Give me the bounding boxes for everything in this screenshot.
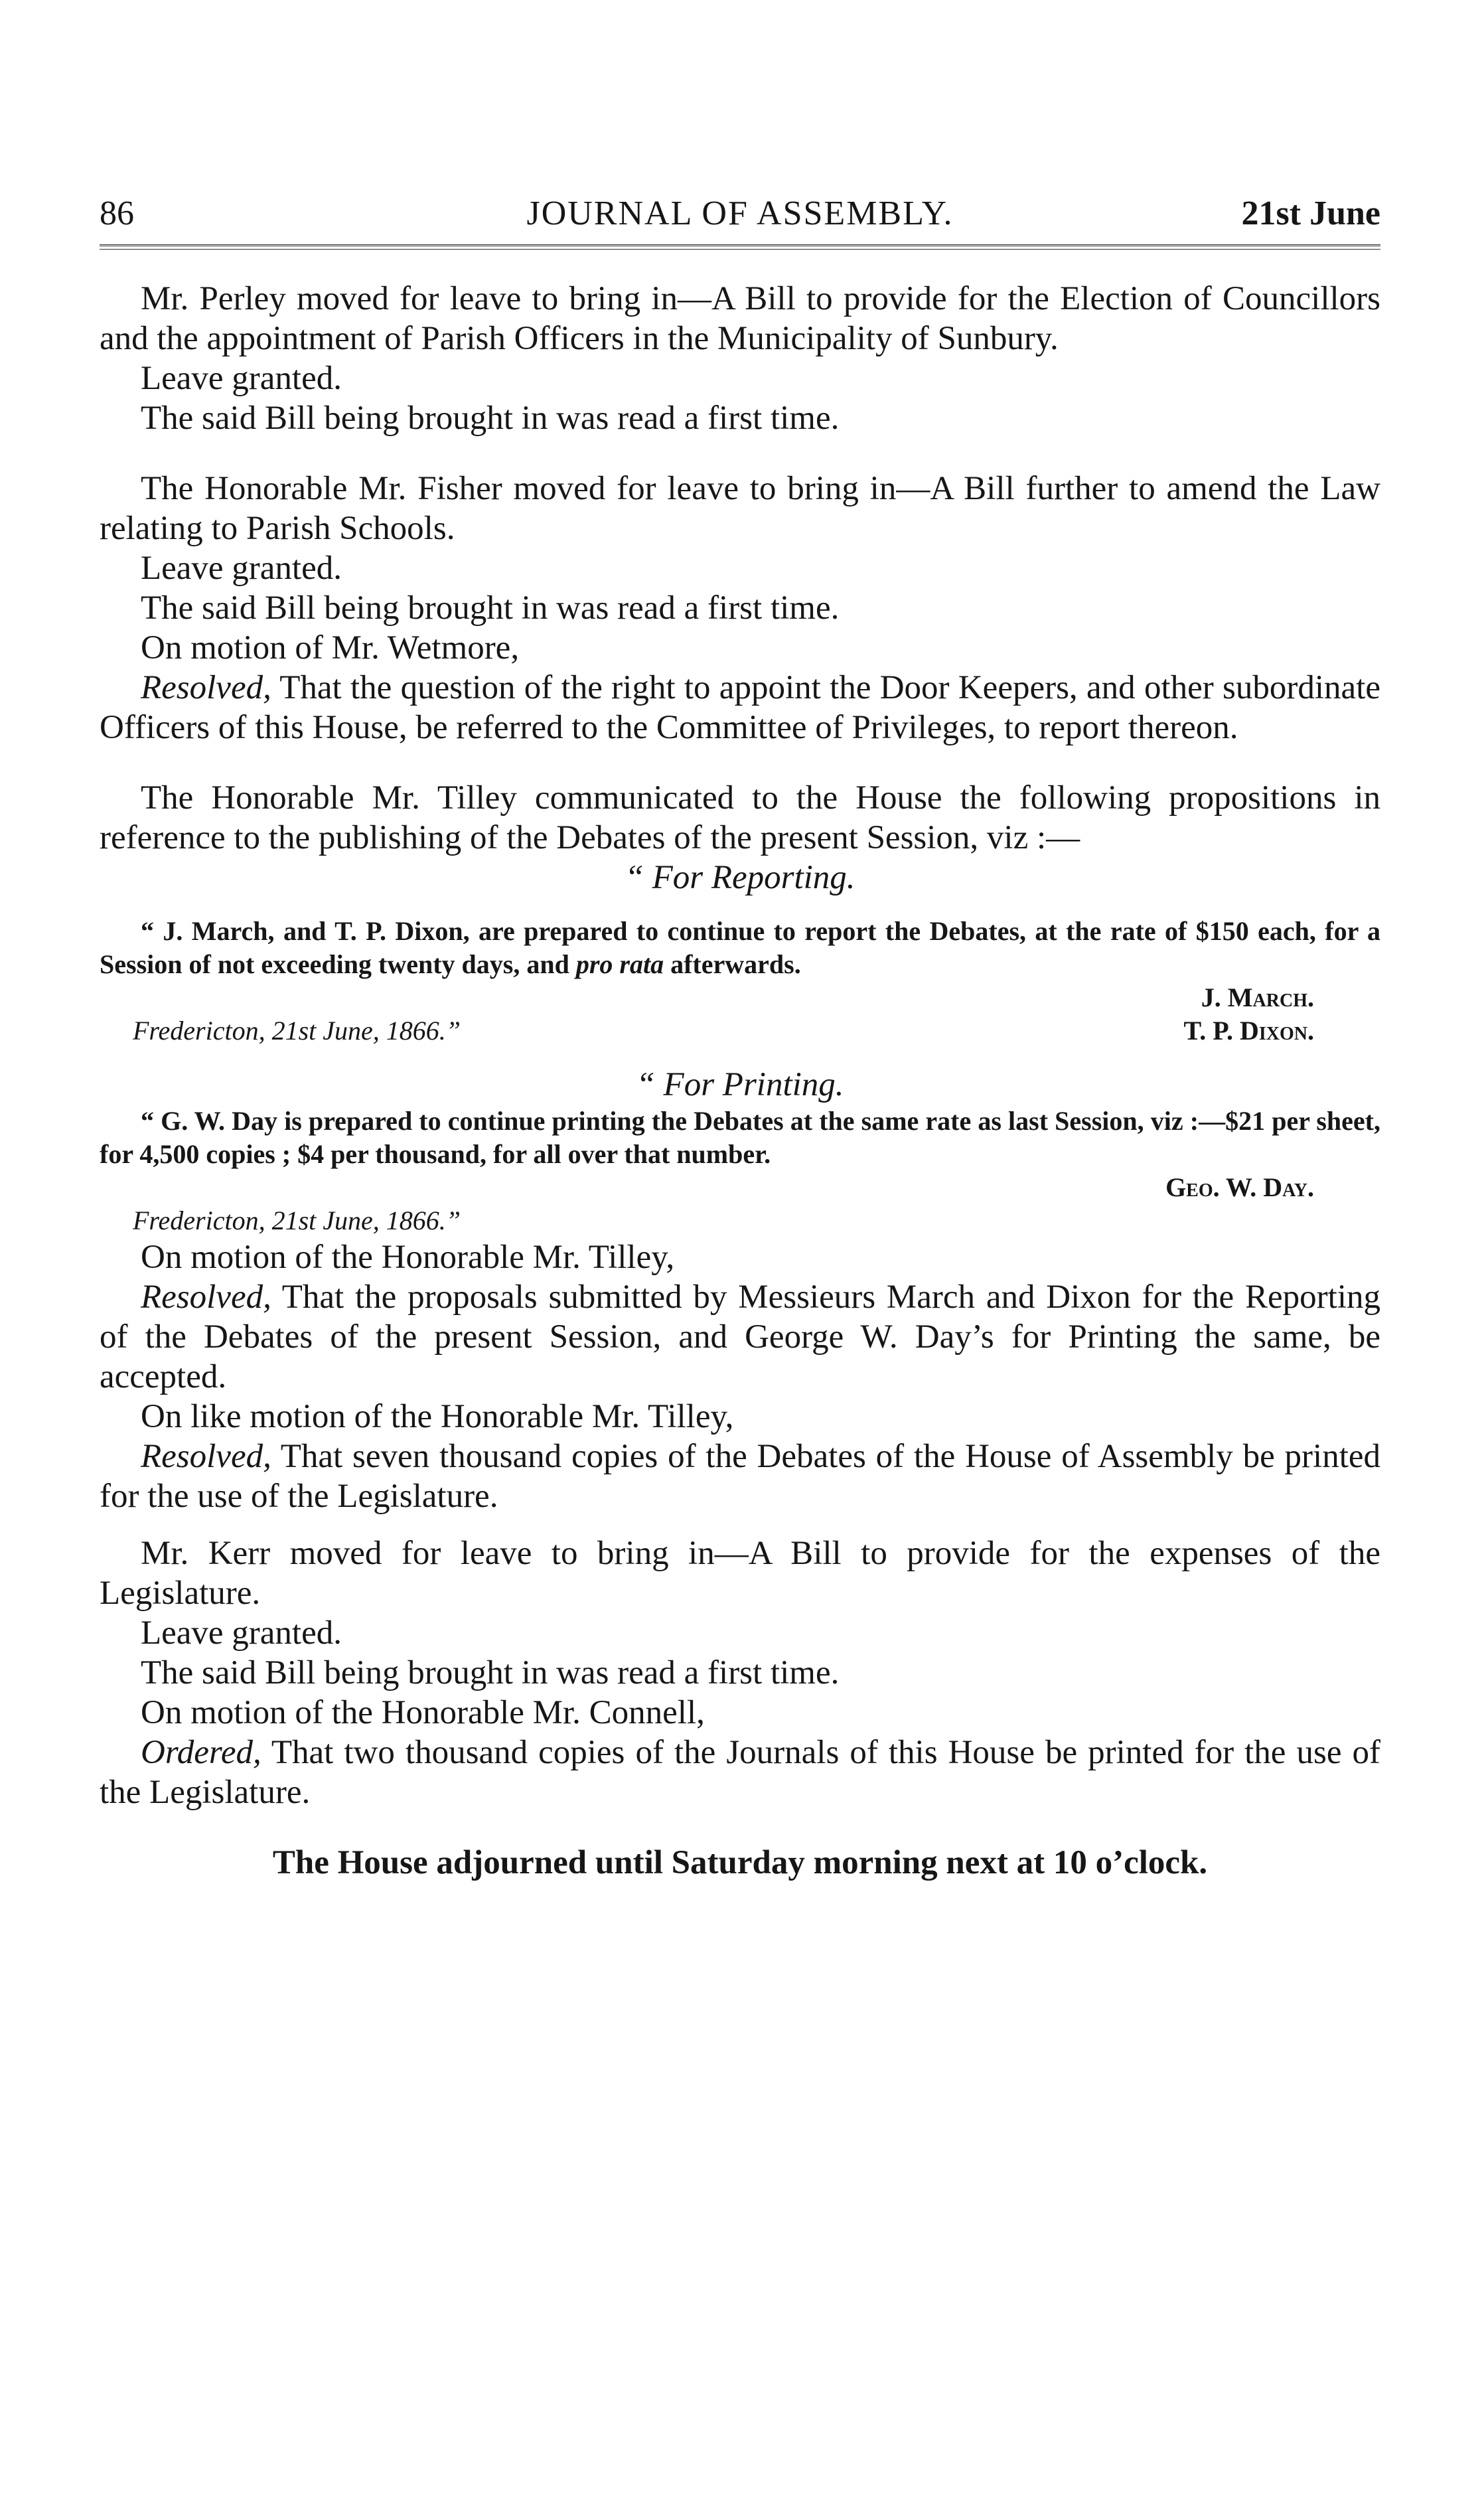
connell-motion: On motion of the Honorable Mr. Connell, — [141, 1694, 705, 1731]
header-rule — [100, 244, 1380, 250]
reporting-proposal — [100, 915, 1380, 981]
fisher-read: The said Bill being brought in was read a first time. — [141, 589, 840, 627]
signature-dixon: T. P. Dixon. — [1183, 1016, 1314, 1046]
fisher-motion: The Honorable Mr. Fisher moved for leave to bring in—A Bill further to amend the Law relating to Parish Schools. — [100, 470, 1380, 547]
printing-heading: “ For Printing. — [636, 1066, 844, 1103]
reporting-text-end: afterwards. — [664, 949, 801, 979]
order-text: That two thousand copies of the Journals of this House be printed for the use of the Legislature. — [100, 1734, 1380, 1811]
tilley-motion-1: On motion of the Honorable Mr. Tilley, — [141, 1239, 675, 1276]
kerr-read: The said Bill being brought in was read a first time. — [141, 1654, 840, 1691]
journal-body — [100, 279, 1380, 1883]
perley-motion: Mr. Perley moved for leave to bring in—A Bill to provide for the Election of Councillors and the appointment of Parish Officers in the Municipality of Sunbury. — [100, 280, 1380, 357]
signature-march: J. March. — [1201, 982, 1314, 1012]
pro-rata: pro rata — [575, 949, 664, 979]
resolution-text: That the proposals submitted by Messieurs March and Dixon for the Reporting of the Debates of the present Session, and George W. Day’s for Printing the same, be accepted. — [100, 1279, 1380, 1395]
wetmore-motion: On motion of Mr. Wetmore, — [141, 629, 520, 666]
resolution-text: That seven thousand copies of the Debates of the House of Assembly be printed for the use of the Legislature. — [100, 1438, 1380, 1515]
tilley-resolution-1 — [100, 1277, 1380, 1397]
reporting-heading: “ For Reporting. — [625, 859, 855, 896]
resolved-label: Resolved, — [141, 1279, 271, 1316]
tilley-communication: The Honorable Mr. Tilley communicated to the House the following propositions in reference to the publishing of the Debates of the present Session, viz :— — [100, 779, 1380, 856]
printing-proposal: “ G. W. Day is prepared to continue printing the Debates at the same rate as last Session, viz :—$21 per sheet, for 4,500 copies ; $4 per thousand, for all over that number. — [100, 1106, 1380, 1169]
page-header — [100, 194, 1380, 234]
tilley-motion-2: On like motion of the Honorable Mr. Tilley, — [141, 1398, 734, 1435]
perley-read: The said Bill being brought in was read a first time. — [141, 400, 840, 437]
kerr-motion: Mr. Kerr moved for leave to bring in—A Bill to provide for the expenses of the Legislature. — [100, 1535, 1380, 1612]
perley-leave: Leave granted. — [141, 360, 342, 397]
resolved-label: Resolved, — [141, 1438, 271, 1475]
fisher-leave: Leave granted. — [141, 550, 342, 587]
resolved-label: Resolved, — [141, 669, 271, 706]
tilley-resolution-2 — [100, 1437, 1380, 1516]
kerr-leave: Leave granted. — [141, 1614, 342, 1652]
printing-place-row — [100, 1204, 1380, 1237]
header-date: 21st June — [1241, 195, 1380, 232]
wetmore-resolution — [100, 668, 1380, 747]
reporting-text: “ J. March, and T. P. Dixon, are prepared to continue to report the Debates, at the rate of $150 each, for a Session of not exceeding twenty days, and — [100, 916, 1380, 979]
signature-day: Geo. W. Day. — [1165, 1172, 1314, 1202]
reporting-place-date: Fredericton, 21st June, 1866.” — [133, 1016, 461, 1046]
journal-title: JOURNAL OF ASSEMBLY. — [526, 195, 954, 232]
page-number: 86 — [100, 195, 134, 232]
printing-place-date: Fredericton, 21st June, 1866.” — [133, 1206, 461, 1235]
adjournment: The House adjourned until Saturday morning next at 10 o’clock. — [272, 1844, 1208, 1881]
signature-row-dixon — [100, 1014, 1380, 1048]
ordered-label: Ordered, — [141, 1734, 261, 1771]
connell-order — [100, 1733, 1380, 1812]
resolution-text: That the question of the right to appoint the Door Keepers, and other subordinate Officers of this House, be referred to the Committee of Privileges, to report thereon. — [100, 669, 1380, 746]
